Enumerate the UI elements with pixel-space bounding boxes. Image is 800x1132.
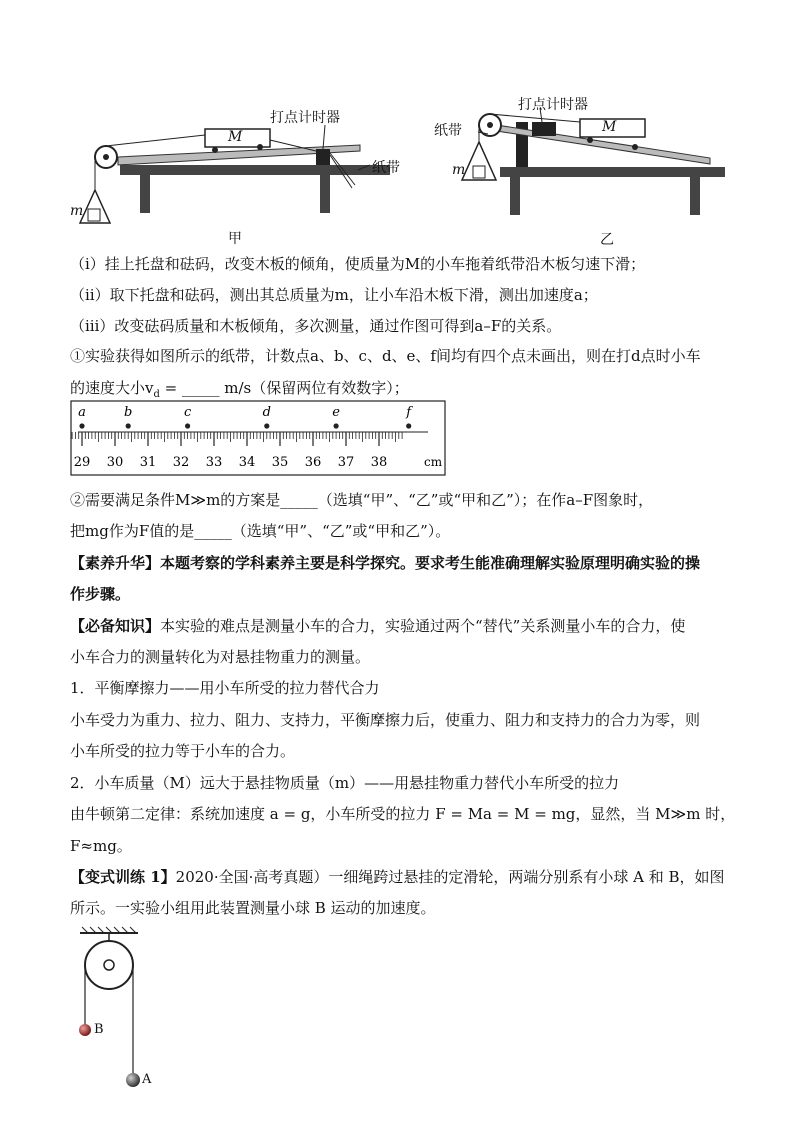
jia-caption: 甲	[228, 231, 242, 247]
knowledge-text: 本实验的难点是测量小车的合力，实验通过两个“替代”关系测量小车的合力，使	[160, 617, 686, 635]
tape-point	[406, 423, 411, 428]
step-2: （ⅱ）取下托盘和砝码，测出其总质量为m，让小车沿木板下滑，测出加速度a；	[70, 286, 598, 304]
yi-mass-label: m	[452, 162, 466, 178]
knowledge-point-2-title: 2．小车质量（M）远大于悬挂物质量（m）——用悬挂物重力替代小车所受的拉力	[70, 774, 620, 792]
question-1-line-1: ①实验获得如图所示的纸带，计数点a、b、c、d、e、f间均有四个点未画出，则在打d点时小车	[70, 347, 701, 365]
exercise-heading: 【变式训练 1】	[70, 868, 176, 886]
tape-point	[126, 423, 131, 428]
exercise-line-2: 所示。一实验小组用此装置测量小球 B 运动的加速度。	[70, 899, 436, 917]
step-3: （ⅲ）改变砝码质量和木板倾角，多次测量，通过作图可得到a–F的关系。	[70, 317, 562, 335]
tape-point-label: a	[78, 405, 86, 420]
knowledge-point-2-line-2: F≈mg。	[70, 837, 132, 855]
ruler-number: 36	[304, 455, 322, 470]
ruler-number: 34	[238, 455, 256, 470]
tape-point-label: d	[262, 405, 271, 420]
pulley-drawing	[70, 925, 190, 1095]
tape-point	[79, 423, 84, 428]
exercise-text: 2020·全国·高考真题）一细绳跨过悬挂的定滑轮，两端分别系有小球 A 和 B，如图	[175, 868, 725, 886]
pulley-figure	[70, 925, 190, 1095]
ruler-number: 35	[271, 455, 289, 470]
ruler-number: 31	[139, 455, 157, 470]
tape-point	[185, 423, 190, 428]
yi-cart-label: M	[602, 119, 617, 135]
knowledge-heading: 【必备知识】	[70, 617, 161, 635]
exercise-line-1	[70, 867, 725, 887]
ruler-number: 32	[172, 455, 190, 470]
question-2-line-2: 把mg作为F值的是_____（选填“甲”、“乙”或“甲和乙”）。	[70, 522, 451, 540]
figure-yi	[430, 92, 740, 247]
figure-jia-drawing	[70, 95, 400, 245]
ruler-number: 29	[73, 455, 91, 470]
yi-timer-label: 打点计时器	[518, 97, 588, 113]
knowledge-line-1	[70, 616, 685, 636]
yi-caption: 乙	[600, 232, 614, 248]
figure-jia	[70, 95, 400, 245]
tape-point-label: f	[406, 405, 412, 420]
ruler-unit: cm	[424, 455, 443, 469]
ball-b-label: B	[94, 1022, 104, 1037]
literacy-line-1: 【素养升华】本题考察的学科素养主要是科学探究。要求考生能准确理解实验原理明确实验的操	[70, 554, 701, 572]
knowledge-point-1-line-1: 小车受力为重力、拉力、阻力、支持力，平衡摩擦力后，使重力、阻力和支持力的合力为零，则	[70, 711, 701, 729]
question-1-subscript: d	[153, 389, 160, 400]
knowledge-line-2: 小车合力的测量转化为对悬挂物重力的测量。	[70, 648, 371, 666]
jia-timer-label: 打点计时器	[270, 110, 340, 126]
tape-ruler-figure	[70, 400, 450, 478]
knowledge-point-1-title: 1．平衡摩擦力——用小车所受的拉力替代合力	[70, 679, 380, 697]
literacy-line-2: 作步骤。	[70, 585, 131, 603]
knowledge-point-2-line-1: 由牛顿第二定律：系统加速度 a = g，小车所受的拉力 F = Ma = M = mg，显然，当 M≫m 时，	[70, 805, 736, 823]
question-2-line-1: ②需要满足条件M≫m的方案是_____（选填“甲”、“乙”或“甲和乙”）；在作a–F图象时，	[70, 491, 654, 509]
tape-point-label: c	[183, 405, 192, 420]
jia-mass-label: m	[70, 203, 84, 219]
ruler-number: 33	[205, 455, 223, 470]
tape-point	[334, 423, 339, 428]
step-1: （ⅰ）挂上托盘和砝码，改变木板的倾角，使质量为M的小车拖着纸带沿木板匀速下滑；	[70, 255, 646, 273]
ruler-number: 30	[106, 455, 124, 470]
tape-point-label: b	[124, 405, 133, 420]
yi-tape-label: 纸带	[434, 123, 462, 139]
jia-tape-label: 纸带	[372, 160, 400, 176]
jia-cart-label: M	[228, 129, 243, 145]
tape-point	[264, 423, 269, 428]
tape-ruler-drawing	[70, 400, 450, 478]
ball-a-label: A	[142, 1072, 152, 1087]
figure-yi-drawing	[430, 92, 740, 247]
ruler-number: 37	[337, 455, 355, 470]
question-1-text-a: 的速度大小v	[70, 379, 154, 397]
tape-point-label: e	[332, 405, 340, 420]
knowledge-point-1-line-2: 小车所受的拉力等于小车的合力。	[70, 742, 296, 760]
question-1-text-b: = _____ m/s（保留两位有效数字）；	[159, 379, 409, 397]
ruler-number: 38	[370, 455, 388, 470]
